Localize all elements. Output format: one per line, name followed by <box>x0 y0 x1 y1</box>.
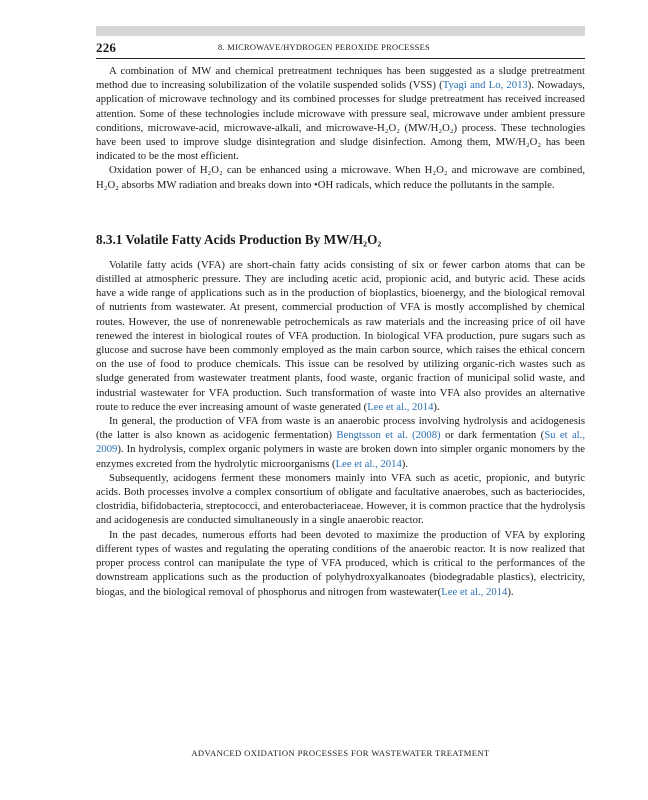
citation-link[interactable]: Lee et al., 2014 <box>441 585 508 598</box>
citation-link[interactable]: Su et al., 2009 <box>96 429 585 456</box>
footer-book-title: ADVANCED OXIDATION PROCESSES FOR WASTEWATER TREATMENT <box>191 748 490 758</box>
top-gray-bar <box>96 26 585 36</box>
section-paragraph-1: Volatile fatty acids (VFA) are short-chain fatty acids consisting of six or fewer carbon atoms that can be distilled at atmospheric pressure. They are including acetic acid, propionic acid, and butyric acid. These acids have a wide range of applications such as in the production of bioplastics, bioenergy, and the biological removal of nutrients from wastewater. At present, commercial production of VFA is mostly accomplished by chemical routes. However, the use of nonrenewable petrochemicals as raw materials and the increasing price of oil have renewed the interest in biological routes of VFA production. In biological VFA production, pure sugars such as glucose and sucrose have been commonly employed as the main carbon source, which raises the ethical concern on the use of food to produce chemicals. This issue can be resolved by utilizing organic-rich wastes such as sludge generated from wastewater treatment plants, food waste, organic fraction of municipal solid waste, and industrial wastewater for VFA production. Such transformation of waste into VFA also provides an alternative route to reduce the ever increasing amount of waste generated (Lee et al., 2014). <box>96 258 585 413</box>
citation-link[interactable]: Lee et al., 2014 <box>335 457 402 470</box>
intro-paragraph-1: A combination of MW and chemical pretreatment techniques has been suggested as a sludge pretreatment method due to increasing solubilization of the volatile suspended solids (VSS) (Tyagi and Lo, 2013). Nowadays, application of microwave technology and its combined processes for sludge pretreatment has received increased attention. Some of these technologies include microwave with pressure seal, microwave under ambient pressure conditions, microwave-acid, microwave-alkali, and microwave-H₂O₂ (MW/H₂O₂) process. These technologies have been used to improve sludge disintegration and sludge disinfection. Among them, MW/H₂O₂ has been indicated to be the most efficient. <box>96 65 585 163</box>
page-body <box>96 64 585 599</box>
header-rule <box>96 58 585 59</box>
intro-paragraph-2: Oxidation power of H₂O₂ can be enhanced using a microwave. When H₂O₂ and microwave are combined, H₂O₂ absorbs MW radiation and breaks down into •OH radicals, which reduce the pollutants in the sample. <box>96 164 585 191</box>
section-paragraph-4: In the past decades, numerous efforts had been devoted to maximize the production of VFA by exploring different types of wastes and regulating the operating conditions of the anaerobic reactor. It is now realized that proper process control can manipulate the type of VFA produced, which is critical to the performances of the downstream applications such as the production of polyhydroxyalkanoates (biodegradable plastics), electricity, biogas, and the biological removal of phosphorus and nitrogen from wastewater(Lee et al., 2014). <box>96 528 585 598</box>
running-head: 8. MICROWAVE/HYDROGEN PEROXIDE PROCESSES <box>218 43 430 52</box>
section-paragraph-3: Subsequently, acidogens ferment these monomers mainly into VFA such as acetic, propionic, and butyric acids. Both processes involve a complex consortium of obligate and facultative anaerobes, such as bacteriocides, clostridia, bifidobacteria, streptococci, and enterobacteriaceae. However, it is common practice that the hydrolysis and acidogenesis are conducted simultaneously in a single anaerobic reactor. <box>96 471 585 527</box>
citation-link[interactable]: Bengtsson et al. (2008) <box>336 429 441 442</box>
section-heading: 8.3.1 Volatile Fatty Acids Production By MW/H₂O₂ <box>96 231 382 247</box>
section-paragraph-2: In general, the production of VFA from waste is an anaerobic process involving hydrolysis and acidogenesis (the latter is also known as acidogenic fermentation) Bengtsson et al. (2008) or dark fermentation (Su et al., 2009). In hydrolysis, complex organic polymers in waste are broken down into simpler organic monomers by the enzymes excreted from the hydrolytic microorganisms (Lee et al., 2014). <box>96 415 585 470</box>
citation-link[interactable]: Tyagi and Lo, 2013 <box>442 79 528 92</box>
citation-link[interactable]: Lee et al., 2014 <box>367 400 434 413</box>
page-number: 226 <box>96 40 117 55</box>
